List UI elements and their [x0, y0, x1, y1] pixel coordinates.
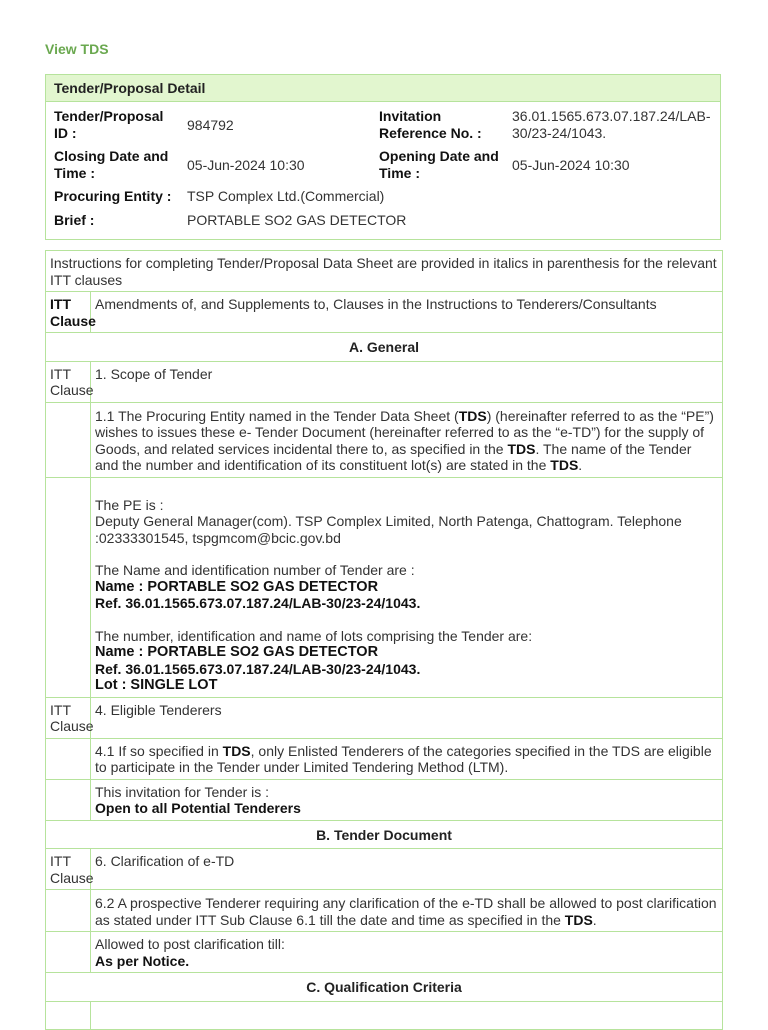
table-row: [46, 292, 723, 333]
pe-label: The PE is :: [95, 496, 164, 513]
table-row: [46, 932, 723, 973]
table-row: [46, 1001, 723, 1029]
closing-date-label: Closing Date and Time :: [54, 148, 169, 181]
instructions-text: Instructions for completing Tender/Proposal Data Sheet are provided in italics in parenthesis for the relevant ITT clauses: [46, 251, 723, 292]
eligible-paragraph: 4.1 If so specified in TDS, only Enlisted Tenderers of the categories specified in the TDS are eligible to participate in the Tender under Limited Tendering Method (LTM).: [91, 738, 723, 779]
table-row: [46, 697, 723, 738]
invitation-type: [91, 779, 723, 820]
lot-tender-name: Name : PORTABLE SO2 GAS DETECTOR: [95, 644, 379, 660]
itt-clause-label: ITT Clause: [46, 697, 91, 738]
pe-details: [91, 477, 723, 697]
table-row: [46, 849, 723, 890]
lot-tender-ref: Ref. 36.01.1565.673.07.187.24/LAB-30/23-24/1043.: [95, 660, 421, 677]
pe-value: Deputy General Manager(com). TSP Complex Limited, North Patenga, Chattogram. Telephone :02333301545, tspgmcom@bcic.gov.bd: [95, 513, 682, 546]
scope-paragraph: 1.1 The Procuring Entity named in the Tender Data Sheet (TDS) (hereinafter referred to as the “PE”) wishes to issues these e- Tender Document (hereinafter referred to as the “e-TD”) for the supply of Goods, and related services incidental there to, as specified in the TDS. The name of the Tender and the number and identification of its constituent lot(s) are stated in the TDS.: [91, 402, 723, 477]
brief-value: PORTABLE SO2 GAS DETECTOR: [187, 212, 407, 228]
tender-id-label: Tender/Proposal ID :: [54, 108, 164, 141]
clarification-title: 6. Clarification of e-TD: [91, 849, 723, 890]
section-a-heading: A. General: [46, 333, 723, 362]
procuring-entity-label: Procuring Entity :: [54, 188, 172, 204]
scope-title: 1. Scope of Tender: [91, 361, 723, 402]
tender-id-value: 984792: [187, 117, 234, 133]
lots-intro: The number, identification and name of lots comprising the Tender are:: [95, 627, 533, 644]
tds-table: [45, 250, 723, 1030]
table-row: [46, 361, 723, 402]
tender-ref: Ref. 36.01.1565.673.07.187.24/LAB-30/23-24/1043.: [95, 595, 421, 611]
page-title: View TDS: [45, 41, 109, 57]
section-b-heading: B. Tender Document: [46, 820, 723, 849]
closing-date-value: 05-Jun-2024 10:30: [187, 157, 305, 173]
table-row: [46, 890, 723, 932]
section-row: [46, 973, 723, 1002]
section-c-heading: C. Qualification Criteria: [46, 973, 723, 1002]
table-row: [46, 779, 723, 820]
opening-date-value: 05-Jun-2024 10:30: [512, 157, 630, 173]
itt-clause-header: ITT Clause: [46, 292, 91, 333]
tender-detail-panel: [45, 74, 721, 240]
opening-date-label: Opening Date and Time :: [379, 148, 499, 181]
tender-name-intro: The Name and identification number of Tender are :: [95, 562, 415, 578]
clarification-till-label: Allowed to post clarification till:: [95, 936, 285, 952]
table-row: [46, 477, 723, 697]
invitation-intro: This invitation for Tender is :: [95, 783, 270, 800]
section-row: [46, 820, 723, 849]
invitation-ref-value: 36.01.1565.673.07.187.24/LAB-30/23-24/1043.: [512, 108, 711, 141]
table-row: [46, 738, 723, 779]
invitation-ref-label: Invitation Reference No. :: [379, 108, 482, 141]
brief-label: Brief :: [54, 212, 95, 228]
invitation-value: Open to all Potential Tenderers: [95, 800, 301, 816]
table-row: [46, 402, 723, 477]
clarification-till-value: As per Notice.: [95, 952, 190, 969]
itt-clause-label: ITT Clause: [46, 849, 91, 890]
section-row: [46, 333, 723, 362]
itt-clause-label: ITT Clause: [46, 361, 91, 402]
clarification-paragraph: 6.2 A prospective Tenderer requiring any clarification of the e-TD shall be allowed to post clarification as stated under ITT Sub Clause 6.1 till the date and time as specified in the TDS.: [91, 890, 723, 932]
tender-detail-header: Tender/Proposal Detail: [46, 75, 720, 102]
lot-name: Lot : SINGLE LOT: [95, 677, 218, 693]
table-row: [46, 251, 723, 292]
eligible-title: 4. Eligible Tenderers: [91, 697, 723, 738]
tender-name: Name : PORTABLE SO2 GAS DETECTOR: [95, 578, 379, 595]
procuring-entity-value: TSP Complex Ltd.(Commercial): [187, 188, 385, 204]
clarification-deadline: [91, 932, 723, 973]
amendments-header: Amendments of, and Supplements to, Clauses in the Instructions to Tenderers/Consultants: [91, 292, 723, 333]
